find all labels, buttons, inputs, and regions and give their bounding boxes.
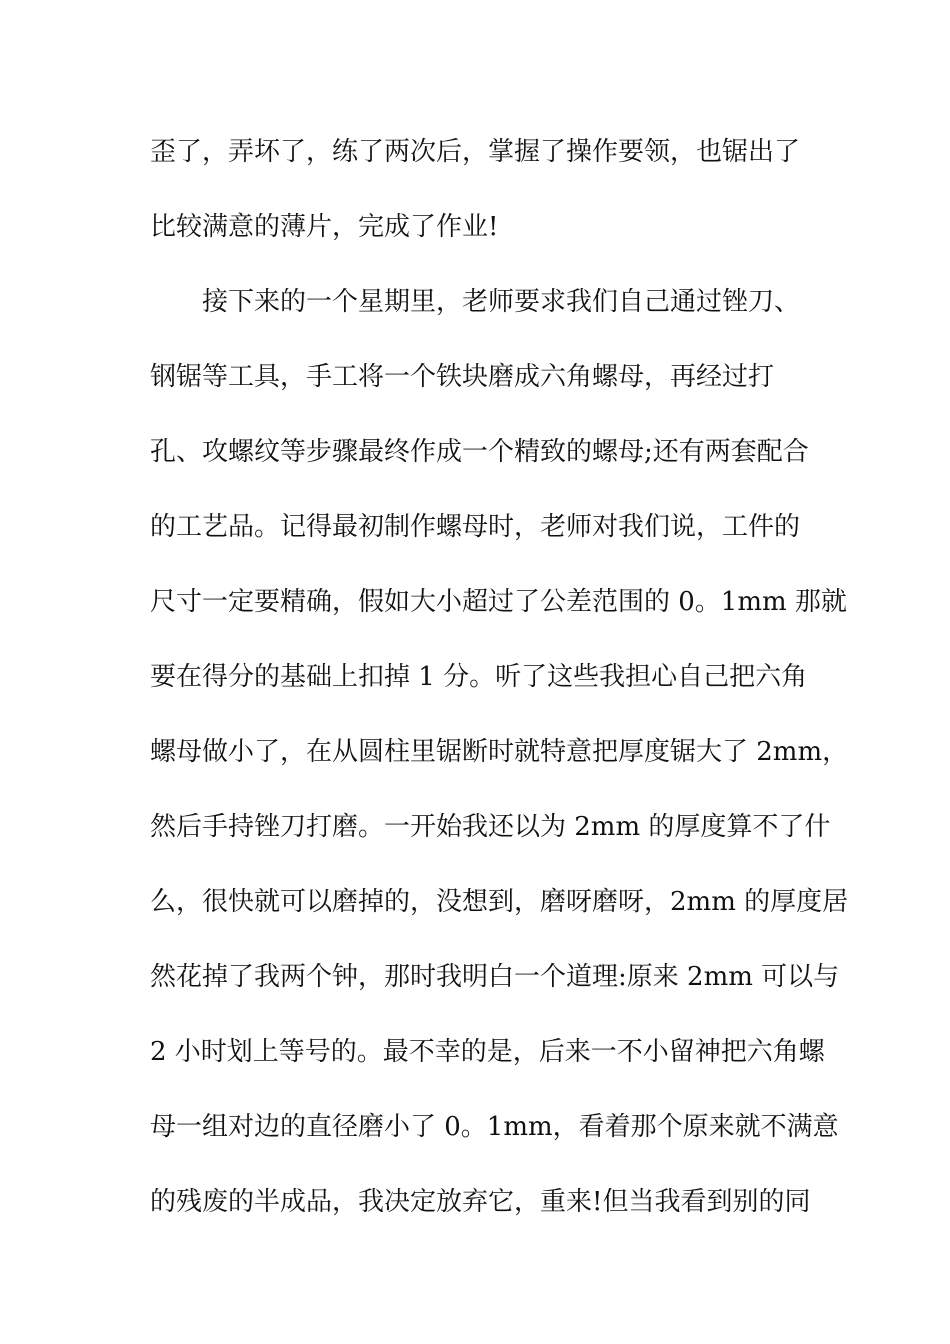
text-line-6: 的工艺品。记得最初制作螺母时，老师对我们说，工件的 <box>150 512 801 542</box>
text-line-4: 钢锯等工具，手工将一个铁块磨成六角螺母，再经过打 <box>150 362 775 392</box>
text-line-13: 2 小时划上等号的。最不幸的是，后来一不小留神把六角螺 <box>150 1037 825 1067</box>
text-line-5: 孔、攻螺纹等步骤最终作成一个精致的螺母;还有两套配合 <box>150 437 809 467</box>
text-line-10: 然后手持锉刀打磨。一开始我还以为 2mm 的厚度算不了什 <box>150 812 831 842</box>
text-line-11: 么，很快就可以磨掉的，没想到，磨呀磨呀，2mm 的厚度居 <box>150 887 849 917</box>
text-line-7: 尺寸一定要精确，假如大小超过了公差范围的 0。1mm 那就 <box>150 587 847 617</box>
text-line-2: 比较满意的薄片，完成了作业! <box>150 212 499 242</box>
text-line-3: 接下来的一个星期里，老师要求我们自己通过锉刀、 <box>202 287 801 317</box>
text-line-8: 要在得分的基础上扣掉 1 分。听了这些我担心自己把六角 <box>150 662 808 692</box>
text-line-14: 母一组对边的直径磨小了 0。1mm，看着那个原来就不满意 <box>150 1112 839 1142</box>
text-line-9: 螺母做小了，在从圆柱里锯断时就特意把厚度锯大了 2mm， <box>150 737 849 767</box>
text-line-15: 的残废的半成品，我决定放弃它，重来!但当我看到别的同 <box>150 1187 811 1217</box>
text-line-12: 然花掉了我两个钟，那时我明白一个道理:原来 2mm 可以与 <box>150 962 840 992</box>
text-line-1: 歪了，弄坏了，练了两次后，掌握了操作要领，也锯出了 <box>150 137 801 167</box>
